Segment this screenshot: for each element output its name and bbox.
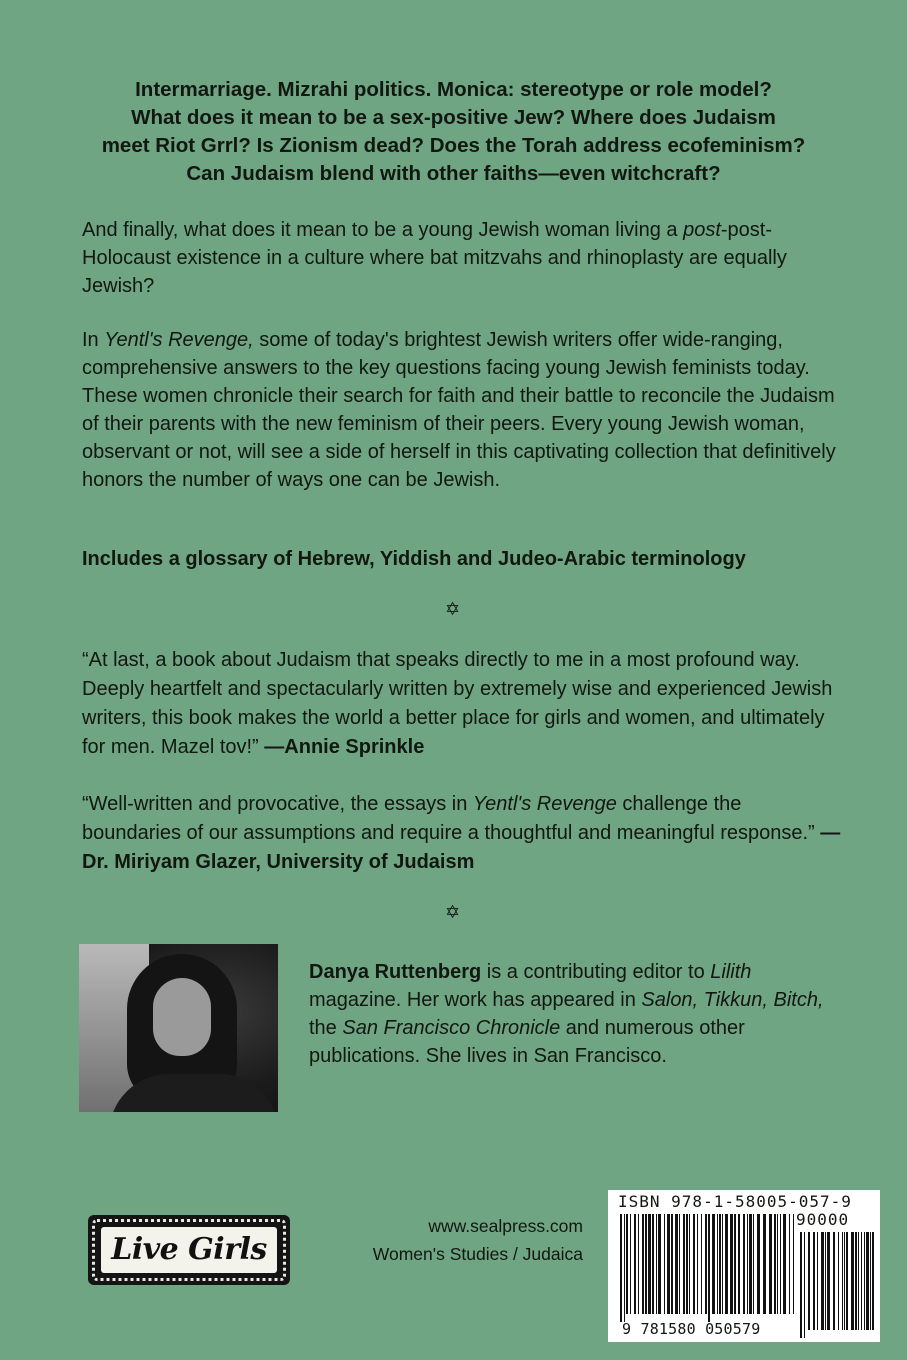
book-title-italic: Yentl's Revenge [472,793,617,815]
barcode-bar [712,1214,715,1314]
barcode-bar [793,1214,794,1314]
barcode-digits: 9 781580 050579 [622,1320,761,1338]
barcode-bar [675,1214,678,1314]
barcode-bar [825,1232,826,1330]
barcode-bar [671,1214,673,1314]
star-glyph: ✡ [445,902,461,922]
text-run: -post-Holocaust existence in a culture where bat mitzvahs and rhinoplasty are equally Jewish? [82,219,787,297]
barcode-bar [747,1214,748,1314]
barcode-bar [620,1214,622,1322]
headline-line: Can Judaism blend with other faiths—even witchcraft? [186,162,721,185]
barcode-bar [689,1214,690,1314]
barcode-bar [813,1232,815,1330]
barcode-bar [855,1232,857,1330]
barcode-bar [783,1214,786,1314]
barcode-bar [861,1232,862,1330]
barcode-bar [697,1214,698,1314]
quote-attribution: —Dr. Miriyam Glazer, University of Judaism [82,822,841,873]
website-link[interactable]: www.sealpress.com [428,1216,583,1236]
quote-text: challenge the boundaries of our assumptions and require a thoughtful and meaningful response.” [82,793,821,844]
book-title-italic: Yentl's Revenge, [104,329,254,351]
barcode-bar [866,1232,869,1330]
text-run: and numerous other publications. She lives in San Francisco. [309,1017,745,1067]
barcode-bar [844,1232,845,1330]
barcode-bar [645,1214,647,1314]
logo-label-plate [101,1227,277,1273]
barcode-bar [624,1214,625,1322]
photo-face [153,978,211,1056]
intro-paragraph [82,216,842,300]
barcode-bar [626,1214,628,1314]
text-run: And finally, what does it mean to be a young Jewish woman living a [82,219,684,241]
barcode-bar [693,1214,695,1314]
barcode-bar [717,1214,718,1314]
barcode-bar [648,1214,651,1314]
barcode-bar [738,1214,740,1314]
quote-text: “At last, a book about Judaism that speaks directly to me in a most profound way. Deeply heartfelt and spectacularly written by extremely wise and experienced Jewish writers, this book makes the world a better place for girls and women, and ultimately for men. Mazel tov!” [82,649,833,758]
barcode-bar [705,1214,707,1314]
barcode-bar [734,1214,736,1314]
barcode-bar [789,1214,790,1314]
headline-line: meet Riot Grrl? Is Zionism dead? Does the Torah address ecofeminism? [101,134,806,157]
barcode-bar [683,1214,685,1314]
barcode-bar [817,1232,818,1330]
barcode-bar [777,1214,778,1314]
barcode-bar [851,1232,854,1330]
text-run: some of today's brightest Jewish writers offer wide-ranging, comprehensive answers to the key questions facing young Jewish feminists today. These women chronicle their search for faith and their battle to reconcile the Judaism of their parents with the new feminism of their peers. Every young Jewish woman, observant or not, will see a side of herself in this captivating collection that definitively honors the number of ways one can be Jewish. [82,329,836,491]
barcode-bar [846,1232,848,1330]
glossary-note: Includes a glossary of Hebrew, Yiddish and Judeo-Arabic terminology [82,548,746,570]
headline-line: What does it mean to be a sex-positive Jew? Where does Judaism [131,106,776,129]
barcode-bar [833,1232,835,1330]
barcode-bar [757,1214,760,1314]
isbn-text: ISBN 978-1-58005-057-9 [618,1192,852,1211]
barcode-bar [686,1214,688,1314]
text-run: the [309,1017,343,1039]
barcode-bar [749,1214,752,1314]
blurb-quote-sprinkle [82,646,842,762]
barcode-bar [638,1214,639,1314]
italic-text: post [683,219,721,241]
author-bio [309,958,829,1070]
barcode-bar [842,1232,843,1330]
headline-questions [60,76,847,188]
barcode-bar [808,1232,810,1330]
barcode-bar [701,1214,702,1314]
text-run: In [82,329,105,351]
barcode-bar [730,1214,733,1314]
isbn-barcode [608,1190,880,1342]
barcode-bar [753,1214,754,1314]
barcode-bar [804,1232,805,1338]
publication-italic: San Francisco Chronicle [342,1017,561,1039]
author-name: Danya Ruttenberg [309,961,482,983]
author-photo [79,944,278,1112]
blurb-quote-glazer [82,790,842,877]
barcode-bar [679,1214,680,1314]
barcode-bar [870,1232,871,1330]
barcode-bar [664,1214,665,1314]
price-addon-code: 90000 [796,1210,850,1229]
barcode-bar [719,1214,721,1314]
quote-attribution: —Annie Sprinkle [264,736,425,758]
barcode-bar [722,1214,723,1314]
barcode-bar [642,1214,644,1314]
barcode-bar [769,1214,772,1314]
barcode-bar [858,1232,859,1330]
logo-text: Live Girls [111,1232,267,1267]
live-girls-logo [88,1215,290,1285]
barcode-bar [872,1232,874,1330]
barcode-bar [634,1214,636,1314]
barcode-bar [658,1214,661,1314]
barcode-bar [763,1214,766,1314]
barcode-bar [652,1214,654,1314]
publisher-info [330,1212,583,1268]
barcode-bar [780,1214,781,1314]
barcode-bar [630,1214,631,1314]
star-glyph: ✡ [445,599,461,619]
barcode-bar [743,1214,745,1314]
description-paragraph [82,326,842,494]
publication-italic: Salon, Tikkun, Bitch, [641,989,824,1011]
barcode-bar [656,1214,657,1314]
barcode-bar [821,1232,824,1330]
barcode-bar [864,1232,865,1330]
category-label: Women's Studies / Judaica [372,1244,583,1264]
barcode-bar [827,1232,830,1330]
headline-line: Intermarriage. Mizrahi politics. Monica: stereotype or role model? [135,78,772,101]
quote-text: “Well-written and provocative, the essays in [82,793,473,815]
text-run: is a contributing editor to [481,961,711,983]
barcode-bar [725,1214,728,1314]
text-run: magazine. Her work has appeared in [309,989,642,1011]
publication-italic: Lilith [710,961,752,983]
barcode-bar [667,1214,670,1314]
barcode-bar [774,1214,776,1314]
barcode-bar [708,1214,710,1322]
barcode-bar [838,1232,839,1330]
